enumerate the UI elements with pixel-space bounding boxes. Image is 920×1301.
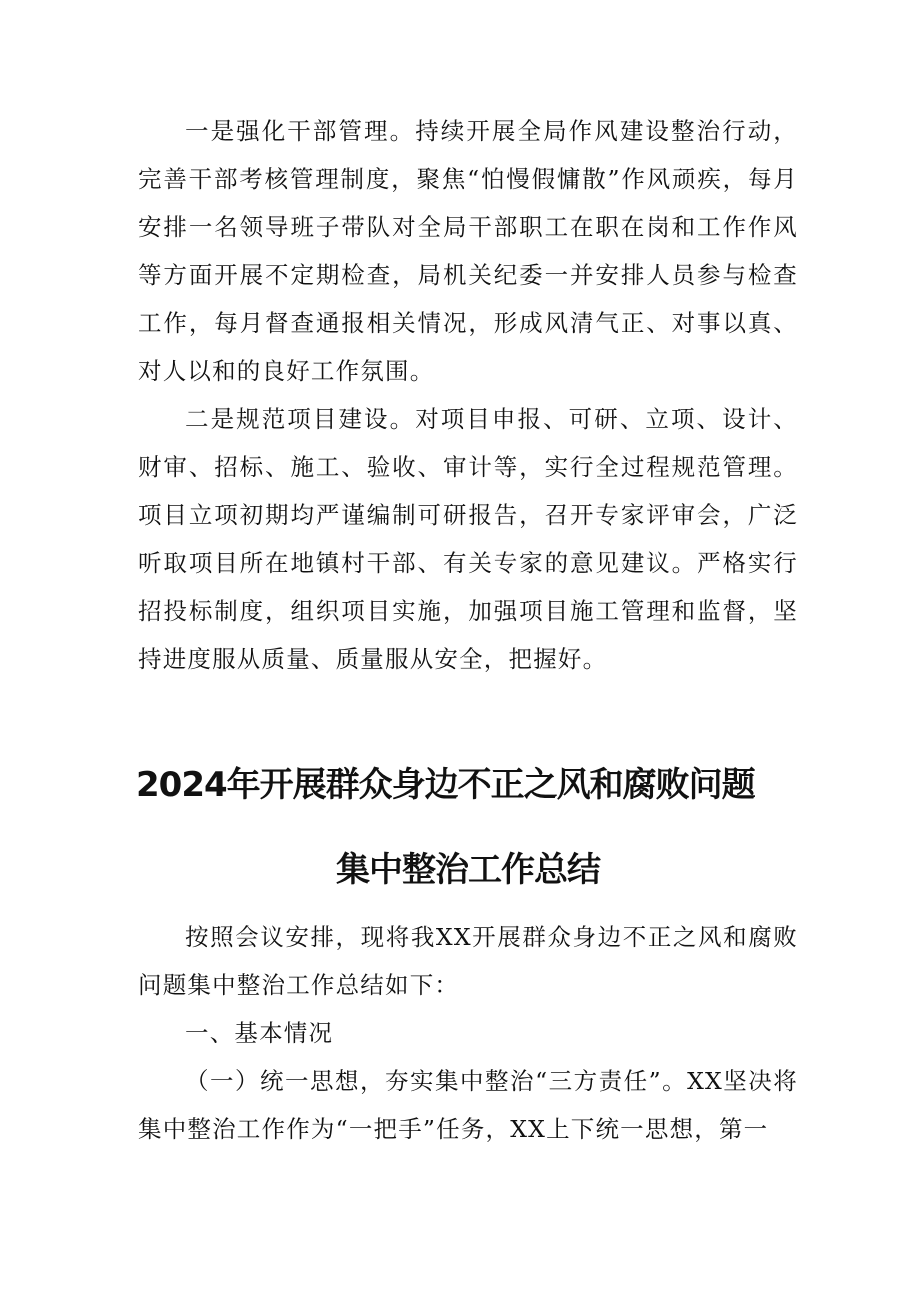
document-title-line-1: 2024年开展群众身边不正之风和腐败问题 [136,765,755,805]
paragraph-project-construction: 二是规范项目建设。对项目申报、可研、立项、设计、财审、招标、施工、验收、审计等，实行全过程规范管理。项目立项初期均严谨编制可研报告，召开专家评审会，广泛听取项目所在地镇村干部、有关专家的意见建议。严格实行招投标制度，组织项目实施，加强项目施工管理和监督，坚持进度服从质量、质量服从安全，把握好。 [138,405,798,673]
paragraph-cadre-management: 一是强化干部管理。持续开展全局作风建设整治行动，完善干部考核管理制度，聚焦“怕慢假慵散”作风顽疾，每月安排一名领导班子带队对全局干部职工在职在岗和工作作风等方面开展不定期检查，局机关纪委一并安排人员参与检查工作，每月督查通报相关情况，形成风清气正、对事以真、对人以和的良好工作氛围。 [138,117,798,385]
paragraph-unified-thinking: （一）统一思想，夯实集中整治“三方责任”。XX坚决将集中整治工作作为“一把手”任务，XX上下统一思想，第一 [138,1067,798,1143]
section-heading-basic-situation: 一、基本情况 [185,1019,334,1047]
paragraph-intro: 按照会议安排，现将我XX开展群众身边不正之风和腐败问题集中整治工作总结如下： [138,923,798,999]
document-title-line-2: 集中整治工作总结 [336,850,600,890]
